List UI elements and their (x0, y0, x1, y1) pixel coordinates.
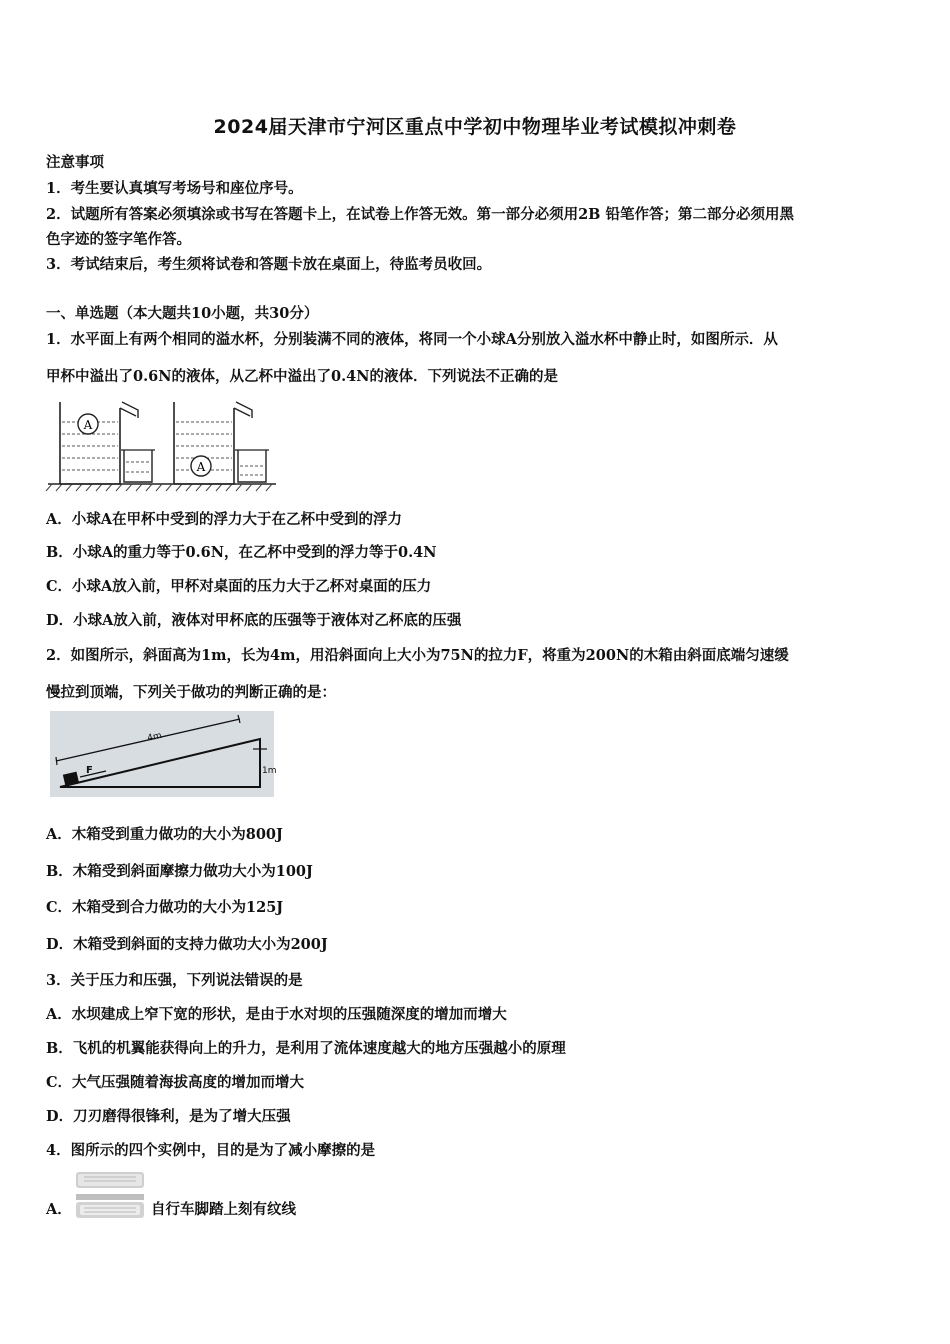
bicycle-pedal-photo (74, 1170, 146, 1220)
q3-option-c: C．大气压强随着海拔高度的增加而增大 (46, 1074, 305, 1091)
cup-jia (60, 402, 155, 484)
q1-option-c: C．小球A放入前，甲杯对桌面的压力大于乙杯对桌面的压力 (46, 578, 432, 595)
ball-a-label: A (196, 460, 206, 474)
q1-overflow-cups-figure (44, 398, 280, 494)
height-label: 1m (262, 766, 277, 776)
notice-item: 色字迹的签字笔作答。 (46, 231, 191, 248)
q1-stem-line1: 1．水平面上有两个相同的溢水杯，分别装满不同的液体，将同一个小球A分别放入溢水杯中静止时，如图所示．从 (46, 331, 778, 348)
q4-option-a-letter: A． (46, 1201, 72, 1218)
notice-item: 1．考生要认真填写考场号和座位序号。 (46, 180, 303, 197)
length-label: 4m (146, 730, 163, 744)
q2-option-a: A．木箱受到重力做功的大小为800J (46, 826, 283, 843)
notice-item: 2．试题所有答案必须填涂或书写在答题卡上，在试卷上作答无效。第一部分必须用2B 铅笔作答；第二部分必须用黑 (46, 206, 794, 223)
q3-option-a: A．水坝建成上窄下宽的形状，是由于水对坝的压强随深度的增加而增大 (46, 1006, 507, 1023)
q3-stem: 3．关于压力和压强，下列说法错误的是 (46, 972, 303, 989)
q1-option-d: D．小球A放入前，液体对甲杯底的压强等于液体对乙杯底的压强 (46, 612, 462, 629)
exam-title: 2024届天津市宁河区重点中学初中物理毕业考试模拟冲刺卷 (213, 116, 737, 138)
q2-incline-figure (50, 711, 277, 797)
q3-option-b: B．飞机的机翼能获得向上的升力，是利用了流体速度越大的地方压强越小的原理 (46, 1040, 566, 1057)
q4-option-a-text: 自行车脚踏上刻有纹线 (151, 1201, 296, 1218)
q2-option-c: C．木箱受到合力做功的大小为125J (46, 899, 284, 916)
q1-option-b: B．小球A的重力等于0.6N，在乙杯中受到的浮力等于0.4N (46, 544, 437, 561)
q2-stem-line1: 2．如图所示，斜面高为1m，长为4m，用沿斜面向上大小为75N的拉力F，将重为200N的木箱由斜面底端匀速缓 (46, 647, 789, 664)
q1-option-a: A．小球A在甲杯中受到的浮力大于在乙杯中受到的浮力 (46, 511, 402, 528)
force-label: F (86, 765, 93, 776)
q1-stem-line2: 甲杯中溢出了0.6N的液体，从乙杯中溢出了0.4N的液体．下列说法不正确的是 (46, 368, 558, 385)
q3-option-d: D．刀刃磨得很锋利，是为了增大压强 (46, 1108, 291, 1125)
q2-option-b: B．木箱受到斜面摩擦力做功大小为100J (46, 863, 313, 880)
ball-a-label: A (83, 418, 93, 432)
q2-stem-line2: 慢拉到顶端，下列关于做功的判断正确的是： (46, 684, 336, 701)
cup-yi (174, 402, 269, 484)
q2-option-d: D．木箱受到斜面的支持力做功大小为200J (46, 936, 328, 953)
q4-stem: 4．图所示的四个实例中，目的是为了减小摩擦的是 (46, 1142, 376, 1159)
section-heading: 一、单选题（本大题共10小题，共30分） (46, 305, 319, 322)
notice-item: 3．考试结束后，考生须将试卷和答题卡放在桌面上，待监考员收回。 (46, 256, 492, 273)
notice-heading: 注意事项 (46, 154, 104, 171)
